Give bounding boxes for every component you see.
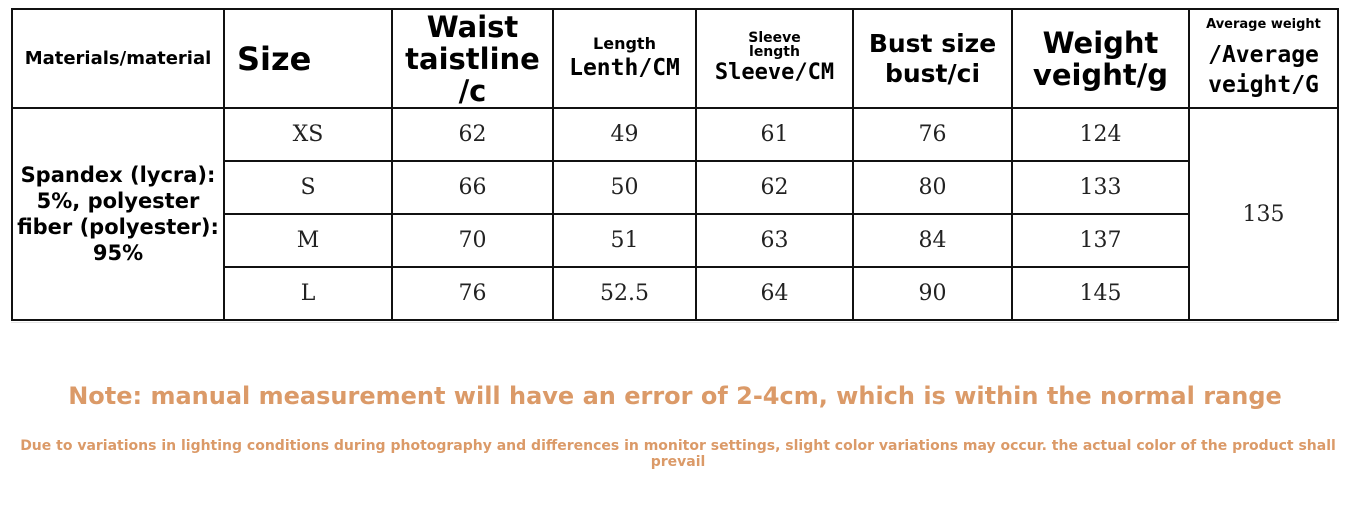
header-waist (392, 9, 553, 108)
divider (11, 322, 1337, 323)
header-materials: Materials/material (12, 9, 224, 108)
length-cell: 49 (553, 108, 696, 161)
header-avg-en: Average weight (1206, 16, 1321, 32)
header-bust-line2: bust/ci (884, 58, 981, 88)
size-cell: M (224, 214, 392, 267)
size-chart-table (11, 8, 1339, 321)
measurement-note: Note: manual measurement will have an error of 2-4cm, which is within the normal range (68, 382, 1282, 410)
header-waist-line3: /c (458, 73, 487, 108)
material-composition: Spandex (lycra): 5%, polyester fiber (polyester): 95% (12, 108, 224, 320)
size-cell: L (224, 267, 392, 320)
size-cell: XS (224, 108, 392, 161)
waist-cell: 76 (392, 267, 553, 320)
table-row (12, 108, 1338, 161)
header-average-weight (1189, 9, 1338, 108)
sleeve-cell: 62 (696, 161, 853, 214)
bust-cell: 84 (853, 214, 1012, 267)
waist-cell: 70 (392, 214, 553, 267)
header-sleeve-en: Sleeve length (748, 29, 801, 60)
header-length-code: Lenth/CM (569, 54, 680, 81)
header-weight (1012, 9, 1189, 108)
size-cell: S (224, 161, 392, 214)
weight-cell: 124 (1012, 108, 1189, 161)
sleeve-cell: 61 (696, 108, 853, 161)
length-cell: 52.5 (553, 267, 696, 320)
header-weight-line1: Weight (1042, 25, 1159, 60)
average-weight-cell: 135 (1189, 108, 1338, 320)
header-sleeve (696, 9, 853, 108)
weight-cell: 145 (1012, 267, 1189, 320)
bust-cell: 76 (853, 108, 1012, 161)
waist-cell: 66 (392, 161, 553, 214)
color-disclaimer: Due to variations in lighting conditions during photography and differences in monitor settings, slight color variations may occur. the actual color of the product shall prevail (20, 438, 1336, 470)
bust-cell: 90 (853, 267, 1012, 320)
header-waist-line2: taistline (405, 41, 540, 76)
header-length (553, 9, 696, 108)
sleeve-cell: 63 (696, 214, 853, 267)
header-bust (853, 9, 1012, 108)
weight-cell: 137 (1012, 214, 1189, 267)
length-cell: 51 (553, 214, 696, 267)
sleeve-cell: 64 (696, 267, 853, 320)
header-length-en: Length (593, 33, 656, 53)
length-cell: 50 (553, 161, 696, 214)
header-weight-line2: veight/g (1032, 57, 1169, 92)
bust-cell: 80 (853, 161, 1012, 214)
header-sleeve-code: Sleeve/CM (714, 59, 835, 85)
waist-cell: 62 (392, 108, 553, 161)
header-waist-line1: Waist (426, 9, 519, 44)
header-size: Size (224, 9, 392, 108)
header-avg-code-line2: veight/G (1208, 71, 1319, 98)
header-row (12, 9, 1338, 108)
header-bust-line1: Bust size (868, 28, 997, 58)
weight-cell: 133 (1012, 161, 1189, 214)
header-avg-code-line1: /Average (1208, 41, 1319, 68)
